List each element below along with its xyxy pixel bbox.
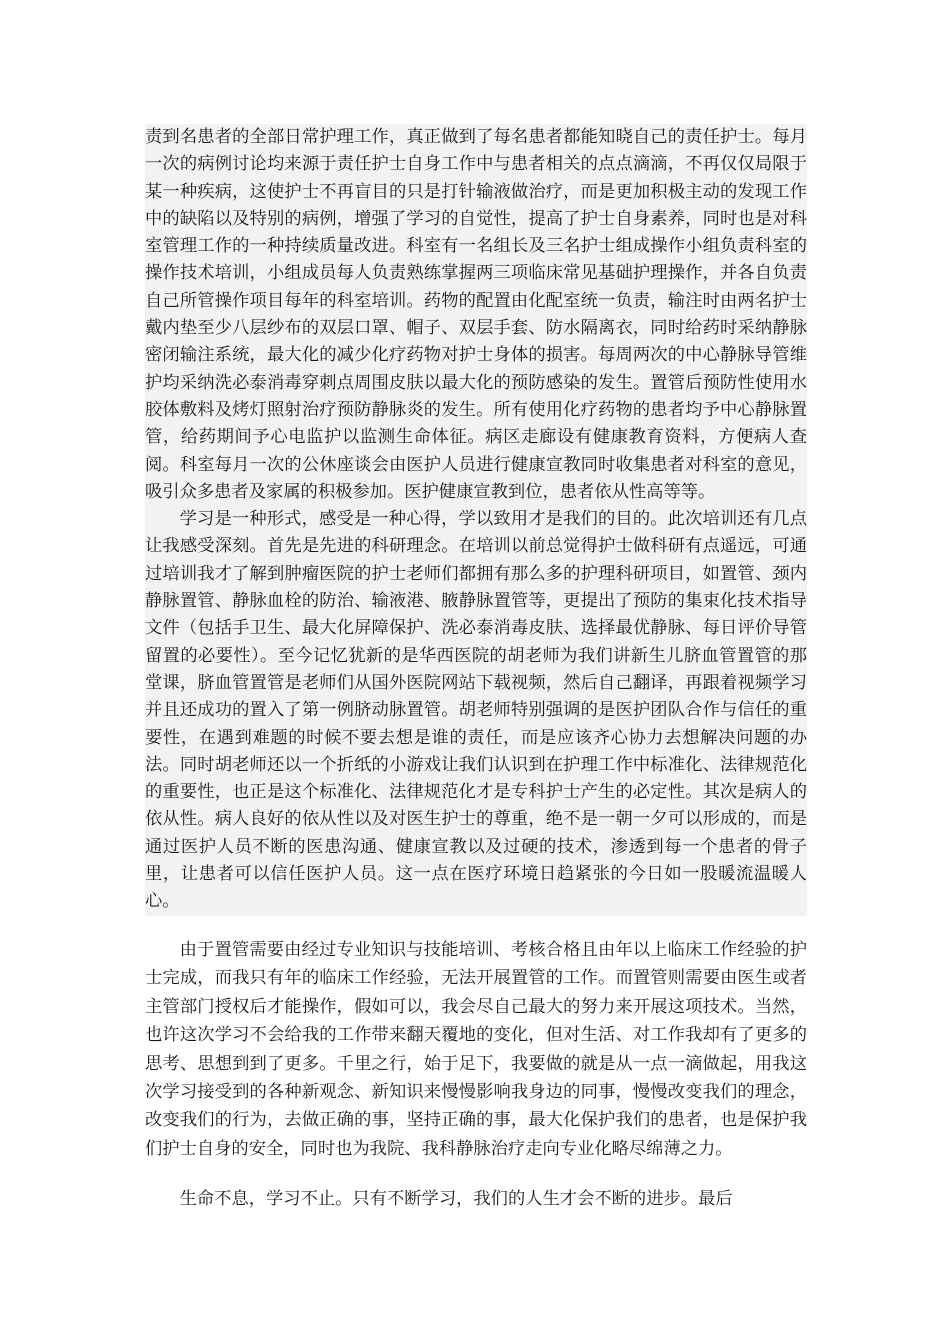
text-block-catheter xyxy=(145,936,807,1163)
paragraph-closing: 生命不息，学习不止。只有不断学习，我们的人生才会不断的进步。最后 xyxy=(179,1189,733,1209)
text-block-shaded xyxy=(145,124,807,916)
paragraph-responsibility-care: 责到名患者的全部日常护理工作，真正做到了每名患者都能知晓自己的责任护士。每月一次的病例讨论均来源于责任护士自身工作中与患者相关的点点滴滴，不再仅仅局限于某一种疾病，这使护士不再盲目的只是打针输液做治疗，而是更加积极主动的发现工作中的缺陷以及特别的病例，增强了学习的自觉性，提高了护士自身素养，同时也是对科室管理工作的一种持续质量改进。科室有一名组长及三名护士组成操作小组负责科室的操作技术培训，小组成员每人负责熟练掌握两三项临床常见基础护理操作，并各自负责自己所管操作项目每年的科室培训。药物的配置由化配室统一负责，输注时由两名护士戴内垫至少八层纱布的双层口罩、帽子、双层手套、防水隔离衣，同时给药时采纳静脉密闭输注系统，最大化的减少化疗药物对护士身体的损害。每周两次的中心静脉导管维护均采纳洗必泰消毒穿刺点周围皮肤以最大化的预防感染的发生。置管后预防性使用水胶体敷料及烤灯照射治疗预防静脉炎的发生。所有使用化疗药物的患者均予中心静脉置管，给药期间予心电监护以监测生命体征。病区走廊设有健康教育资料，方便病人查阅。科室每月一次的公休座谈会由医护人员进行健康宣教同时收集患者对科室的意见，吸引众多患者及家属的积极参加。医护健康宣教到位，患者依从性高等等。 xyxy=(145,127,807,502)
text-block-closing xyxy=(145,1186,807,1213)
paragraph-learning-reflection: 学习是一种形式，感受是一种心得，学以致用才是我们的目的。此次培训还有几点让我感受深刻。首先是先进的科研理念。在培训以前总觉得护士做科研有点遥远，可通过培训我才了解到肿瘤医院的护士老师们都拥有那么多的护理科研项目，如置管、颈内静脉置管、静脉血栓的防治、输液港、腋静脉置管等，更提出了预防的集束化技术指导文件（包括手卫生、最大化屏障保护、洗必泰消毒皮肤、选择最优静脉、每日评价导管留置的必要性）。至今记忆犹新的是华西医院的胡老师为我们讲新生儿脐血管置管的那堂课，脐血管置管是老师们从国外医院网站下载视频，然后自己翻译，再跟着视频学习并且还成功的置入了第一例脐动脉置管。胡老师特别强调的是医护团队合作与信任的重要性，在遇到难题的时候不要去想是谁的责任，而是应该齐心协力去想解决问题的办法。同时胡老师还以一个折纸的小游戏让我们认识到在护理工作中标准化、法律规范化的重要性，也正是这个标准化、法律规范化才是专科护士产生的必定性。其次是病人的依从性。病人良好的依从性以及对医生护士的尊重，绝不是一朝一夕可以形成的，而是通过医护人员不断的医患沟通、健康宣教以及过硬的技术，渗透到每一个患者的骨子里，让患者可以信任医护人员。这一点在医疗环境日趋紧张的今日如一股暖流温暖人心。 xyxy=(145,509,807,912)
paragraph-catheter-practice: 由于置管需要由经过专业知识与技能培训、考核合格且由年以上临床工作经验的护士完成，而我只有年的临床工作经验，无法开展置管的工作。而置管则需要由医生或者主管部门授权后才能操作，假如可以，我会尽自己最大的努力来开展这项技术。当然，也许这次学习不会给我的工作带来翻天覆地的变化，但对生活、对工作我却有了更多的思考、思想到到了更多。千里之行，始于足下，我要做的就是从一点一滴做起，用我这次学习接受到的各种新观念、新知识来慢慢影响我身边的同事，慢慢改变我们的理念，改变我们的行为，去做正确的事，坚持正确的事，最大化保护我们的患者，也是保护我们护士自身的安全，同时也为我院、我科静脉治疗走向专业化略尽绵薄之力。 xyxy=(145,940,807,1159)
